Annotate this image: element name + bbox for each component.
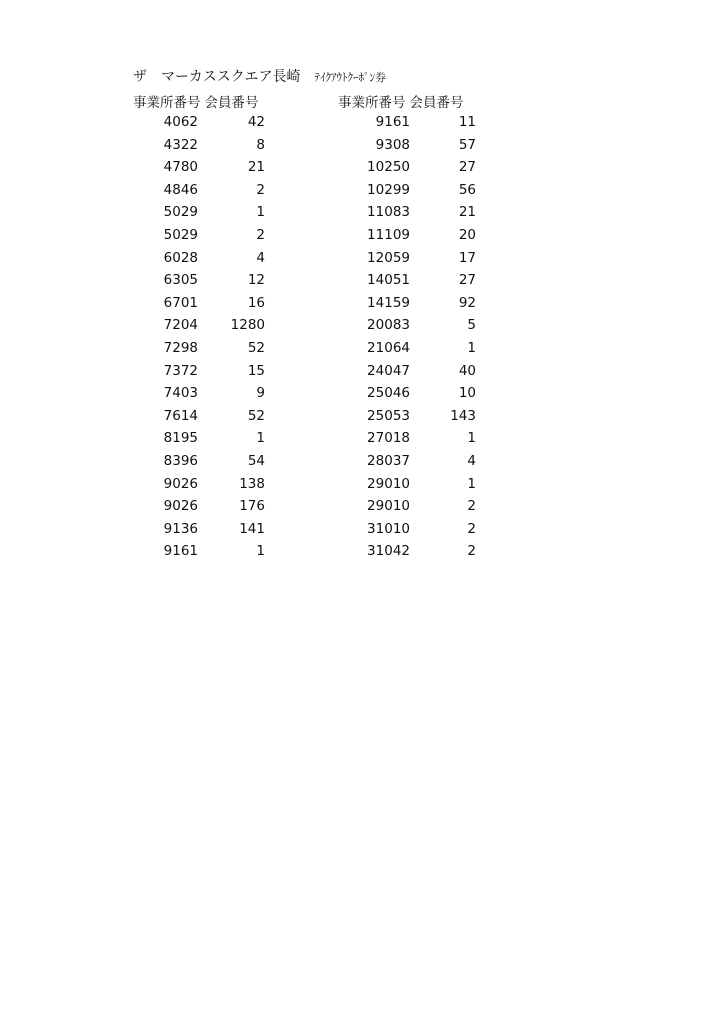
left-table [133, 111, 283, 563]
office-number-cell: 27018 [367, 430, 410, 447]
member-number-cell: 141 [239, 520, 265, 537]
table-row [133, 247, 283, 270]
member-number-cell: 11 [458, 114, 476, 130]
office-number-cell: 9308 [375, 136, 410, 153]
office-number-cell: 12059 [367, 249, 410, 266]
office-number-cell: 10250 [367, 159, 410, 176]
office-number-cell: 8396 [163, 452, 198, 469]
office-number-cell: 8195 [163, 430, 198, 447]
member-number-cell: 2 [467, 498, 476, 515]
office-number-cell: 9026 [163, 475, 198, 492]
office-number-cell: 21064 [367, 339, 410, 356]
table-row [133, 269, 283, 292]
table-row [133, 156, 283, 179]
member-number-cell: 42 [247, 114, 265, 130]
office-number-cell: 7204 [163, 317, 198, 334]
member-number-cell: 1 [467, 430, 476, 447]
member-number-cell: 40 [458, 362, 476, 379]
office-number-cell: 6701 [163, 294, 198, 311]
member-number-cell: 21 [458, 204, 476, 221]
office-number-cell: 4780 [163, 159, 198, 176]
header-office-number: 事業所番号 [338, 95, 406, 111]
right-table [338, 111, 488, 563]
table-row [338, 247, 488, 270]
title-coupon: ﾃｲｸｱｳﾄｸｰﾎﾟﾝ券 [314, 71, 386, 84]
table-row [338, 292, 488, 315]
title-main: ザ マーカススクエア長崎 [133, 69, 315, 85]
table-row [338, 337, 488, 360]
member-number-cell: 92 [458, 294, 476, 311]
table-row [133, 405, 283, 428]
member-number-cell: 2 [467, 520, 476, 537]
page-title [133, 66, 386, 86]
member-number-cell: 10 [458, 385, 476, 402]
office-number-cell: 4846 [163, 181, 198, 198]
table-row [338, 518, 488, 541]
member-number-cell: 4 [467, 452, 476, 469]
member-number-cell: 5 [467, 317, 476, 334]
office-number-cell: 7614 [163, 407, 198, 424]
office-number-cell: 11109 [367, 226, 410, 243]
member-number-cell: 20 [458, 226, 476, 243]
table-row [133, 450, 283, 473]
member-number-cell: 1280 [230, 317, 265, 334]
member-number-cell: 12 [247, 272, 265, 289]
table-row [338, 495, 488, 518]
table-row [338, 224, 488, 247]
office-number-cell: 9161 [163, 543, 198, 560]
table-row [338, 179, 488, 202]
member-number-cell: 52 [247, 339, 265, 356]
table-row [133, 495, 283, 518]
table-row [133, 224, 283, 247]
member-number-cell: 52 [247, 407, 265, 424]
table-row [133, 134, 283, 157]
member-number-cell: 4 [256, 249, 265, 266]
office-number-cell: 11083 [367, 204, 410, 221]
office-number-cell: 5029 [163, 226, 198, 243]
left-table-header [133, 91, 259, 111]
office-number-cell: 4062 [163, 114, 198, 130]
office-number-cell: 28037 [367, 452, 410, 469]
table-row [133, 292, 283, 315]
member-number-cell: 176 [239, 498, 265, 515]
office-number-cell: 20083 [367, 317, 410, 334]
member-number-cell: 27 [458, 272, 476, 289]
table-row [338, 473, 488, 496]
office-number-cell: 9136 [163, 520, 198, 537]
office-number-cell: 31010 [367, 520, 410, 537]
right-table-header [338, 91, 464, 111]
header-member-number: 会員番号 [409, 95, 464, 111]
table-row [133, 201, 283, 224]
member-number-cell: 2 [256, 226, 265, 243]
table-row [338, 201, 488, 224]
table-row [338, 382, 488, 405]
member-number-cell: 2 [467, 543, 476, 560]
table-row [338, 450, 488, 473]
office-number-cell: 29010 [367, 475, 410, 492]
table-row [133, 382, 283, 405]
table-row [338, 314, 488, 337]
member-number-cell: 27 [458, 159, 476, 176]
office-number-cell: 25046 [367, 385, 410, 402]
table-row [338, 427, 488, 450]
table-row [338, 134, 488, 157]
table-row [338, 111, 488, 134]
office-number-cell: 7298 [163, 339, 198, 356]
member-number-cell: 56 [458, 181, 476, 198]
member-number-cell: 2 [256, 181, 265, 198]
office-number-cell: 7372 [163, 362, 198, 379]
member-number-cell: 54 [247, 452, 265, 469]
table-row [133, 179, 283, 202]
member-number-cell: 138 [239, 475, 265, 492]
member-number-cell: 1 [467, 339, 476, 356]
member-number-cell: 57 [458, 136, 476, 153]
table-row [133, 337, 283, 360]
office-number-cell: 9026 [163, 498, 198, 515]
member-number-cell: 1 [256, 430, 265, 447]
office-number-cell: 29010 [367, 498, 410, 515]
office-number-cell: 4322 [163, 136, 198, 153]
table-row [133, 314, 283, 337]
table-row [338, 540, 488, 563]
table-row [338, 156, 488, 179]
member-number-cell: 8 [256, 136, 265, 153]
office-number-cell: 14051 [367, 272, 410, 289]
table-row [133, 427, 283, 450]
office-number-cell: 31042 [367, 543, 410, 560]
table-row [338, 360, 488, 383]
member-number-cell: 1 [467, 475, 476, 492]
office-number-cell: 7403 [163, 385, 198, 402]
member-number-cell: 1 [256, 204, 265, 221]
table-row [133, 111, 283, 134]
office-number-cell: 10299 [367, 181, 410, 198]
office-number-cell: 6028 [163, 249, 198, 266]
office-number-cell: 25053 [367, 407, 410, 424]
office-number-cell: 14159 [367, 294, 410, 311]
table-row [133, 540, 283, 563]
table-row [133, 360, 283, 383]
member-number-cell: 9 [256, 385, 265, 402]
table-row [133, 473, 283, 496]
member-number-cell: 15 [247, 362, 265, 379]
member-number-cell: 16 [247, 294, 265, 311]
table-row [338, 269, 488, 292]
office-number-cell: 5029 [163, 204, 198, 221]
office-number-cell: 9161 [375, 114, 410, 130]
header-member-number: 会員番号 [204, 95, 259, 111]
member-number-cell: 21 [247, 159, 265, 176]
table-row [338, 405, 488, 428]
table-row [133, 518, 283, 541]
header-office-number: 事業所番号 [133, 95, 201, 111]
member-number-cell: 143 [450, 407, 476, 424]
office-number-cell: 6305 [163, 272, 198, 289]
member-number-cell: 1 [256, 543, 265, 560]
office-number-cell: 24047 [367, 362, 410, 379]
member-number-cell: 17 [458, 249, 476, 266]
